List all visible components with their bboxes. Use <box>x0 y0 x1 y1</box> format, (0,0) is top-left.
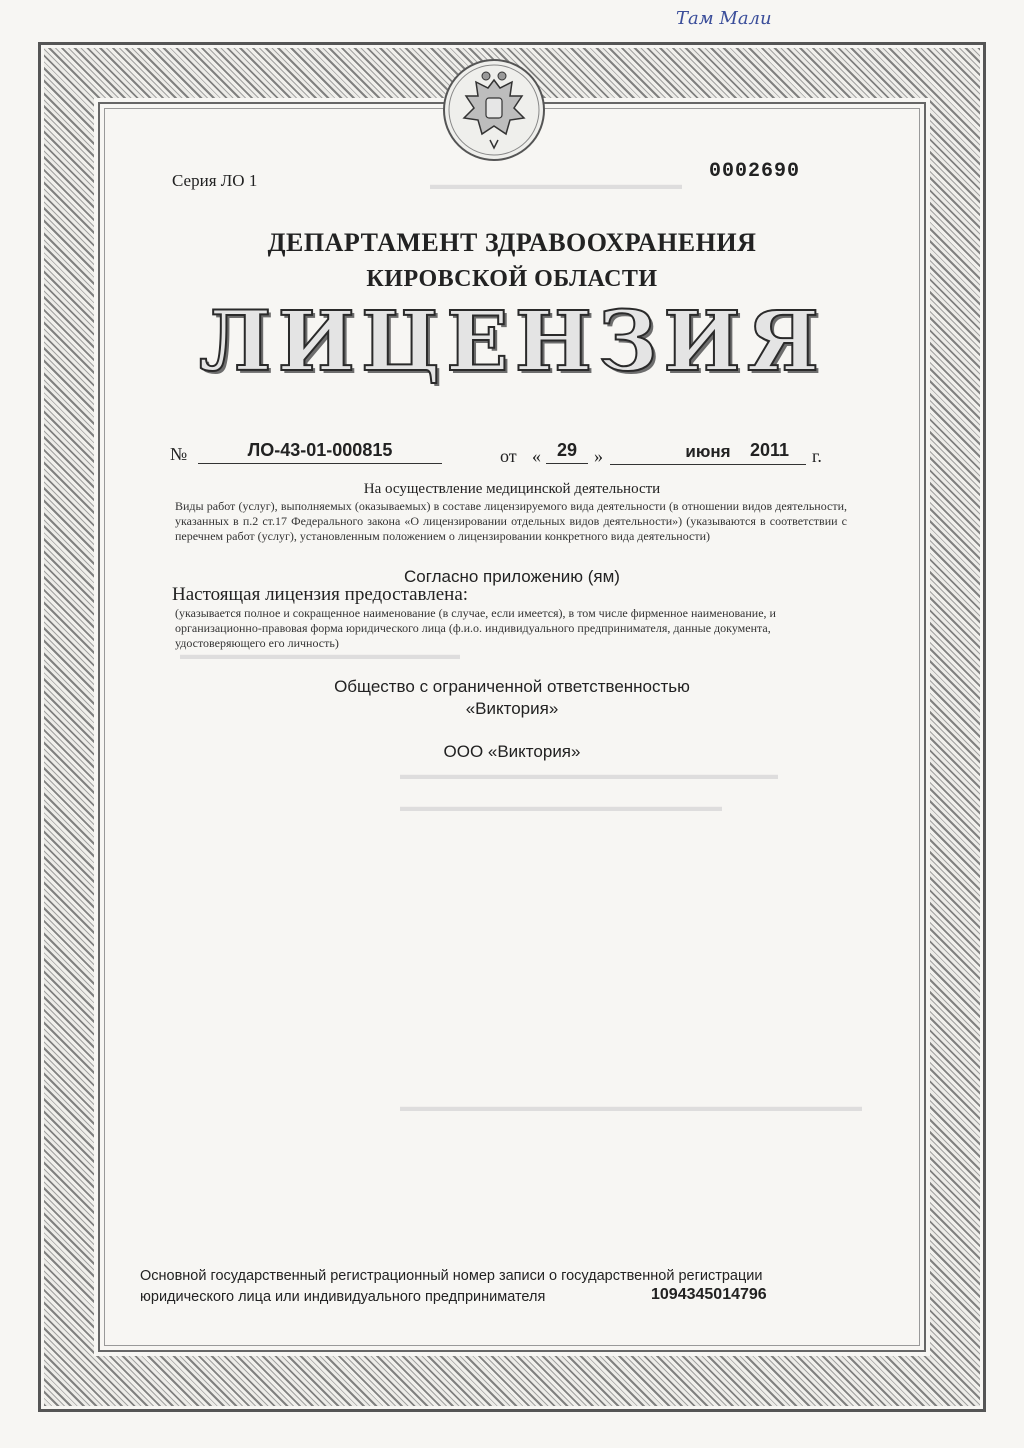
license-number-row <box>170 440 870 470</box>
issuer-name-line1: ДЕПАРТАМЕНТ ЗДРАВООХРАНЕНИЯ <box>267 228 757 257</box>
show-through-text: ▬▬▬▬▬▬▬▬▬▬▬▬▬▬▬▬▬▬▬▬▬▬▬▬▬▬▬▬▬▬▬▬▬ <box>400 1100 862 1115</box>
show-through-text: ▬▬▬▬▬▬▬▬▬▬▬▬▬▬▬▬▬▬▬▬▬▬▬▬▬▬▬ <box>400 768 778 783</box>
granted-to-label: Настоящая лицензия предоставлена: <box>172 584 469 605</box>
licensed-activity: На осуществление медицинской деятельности <box>363 481 661 497</box>
date-open-quote: « <box>532 446 541 466</box>
year-suffix: г. <box>812 446 822 466</box>
organization-full-name-line2: «Виктория» <box>465 699 559 718</box>
license-month: июня <box>610 442 806 465</box>
license-number: ЛО-43-01-000815 <box>198 440 442 464</box>
show-through-text: ▬▬▬▬▬▬▬▬▬▬▬▬▬▬▬▬▬▬▬▬▬▬▬ <box>400 800 722 815</box>
coat-of-arms-icon <box>440 56 548 164</box>
annex-reference: Согласно приложению (ям) <box>404 567 620 586</box>
date-close-quote: » <box>594 446 603 466</box>
ogrn-label-line1: Основной государственный регистрационный номер записи о государственной регистрации <box>140 1268 763 1284</box>
license-day: 29 <box>546 440 588 464</box>
granted-to-hint: (указывается полное и сокращенное наименование (в случае, если имеется), в том числе фирменное наименование, и организационно-правовая форма юридического лица (ф.и.о. индивидуального предпринимателя, данные документа, удостоверяющего его личность) <box>175 606 776 650</box>
handwritten-note: Там Мали <box>676 8 772 29</box>
ogrn-label-line2: юридического лица или индивидуального предпринимателя <box>140 1289 546 1305</box>
organization-full-name-line1: Общество с ограниченной ответственностью <box>334 677 690 696</box>
date-prefix: от <box>500 446 517 466</box>
license-year: 2011 <box>750 440 790 460</box>
series-label: Серия ЛО 1 <box>172 171 258 190</box>
organization-short-name: ООО «Виктория» <box>443 742 581 761</box>
ogrn-number: 1094345014796 <box>651 1286 767 1303</box>
serial-number: 0002690 <box>709 160 801 183</box>
document-title: ЛИЦЕНЗИЯ <box>198 294 826 390</box>
show-through-text: ▬▬▬▬▬▬▬▬▬▬▬▬▬▬▬▬▬▬ <box>430 178 682 193</box>
show-through-text: ▬▬▬▬▬▬▬▬▬▬▬▬▬▬▬▬▬▬▬▬ <box>180 648 460 663</box>
activity-hint: Виды работ (услуг), выполняемых (оказываемых) в составе лицензируемого вида деятельности (в отношении видов деятельности, указанных в п.2 ст.17 Федерального закона «О лицензировании отдельных видов деятельности») (указываются в соответствии с перечнем работ (услуг), установленным положением о лицензировании конкретного вида деятельности) <box>175 499 847 543</box>
issuer-name-line2: КИРОВСКОЙ ОБЛАСТИ <box>366 266 658 292</box>
number-sign: № <box>170 444 188 464</box>
